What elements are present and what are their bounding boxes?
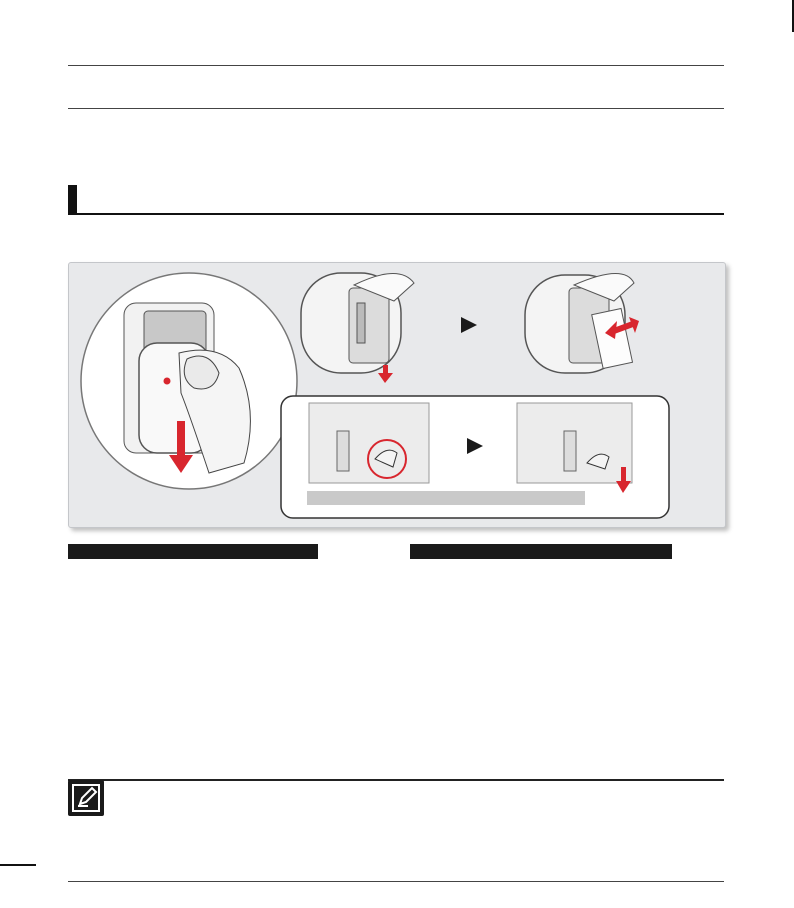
battery-illustration-panel: [68, 262, 726, 528]
camcorder-battery-out-illustration: [525, 273, 634, 373]
footer-rule: [68, 881, 724, 882]
note-pencil-icon: [68, 780, 104, 816]
camcorder-open-illustration: [301, 273, 414, 373]
header-top-rule: [68, 65, 724, 66]
left-step-label-bar: [68, 544, 318, 559]
latch-detail-callout: [281, 396, 669, 518]
section-marker: [68, 185, 77, 213]
section-heading: [68, 185, 724, 215]
battery-illustration: [69, 263, 725, 527]
page-tab-marker: [0, 864, 36, 866]
latch-caption-bar: [307, 491, 585, 505]
section-underline: [68, 213, 724, 215]
header-bottom-rule: [68, 108, 724, 109]
play-arrow-icon: [461, 317, 477, 333]
right-step-label-bar: [410, 544, 672, 559]
note-section: [68, 780, 724, 816]
